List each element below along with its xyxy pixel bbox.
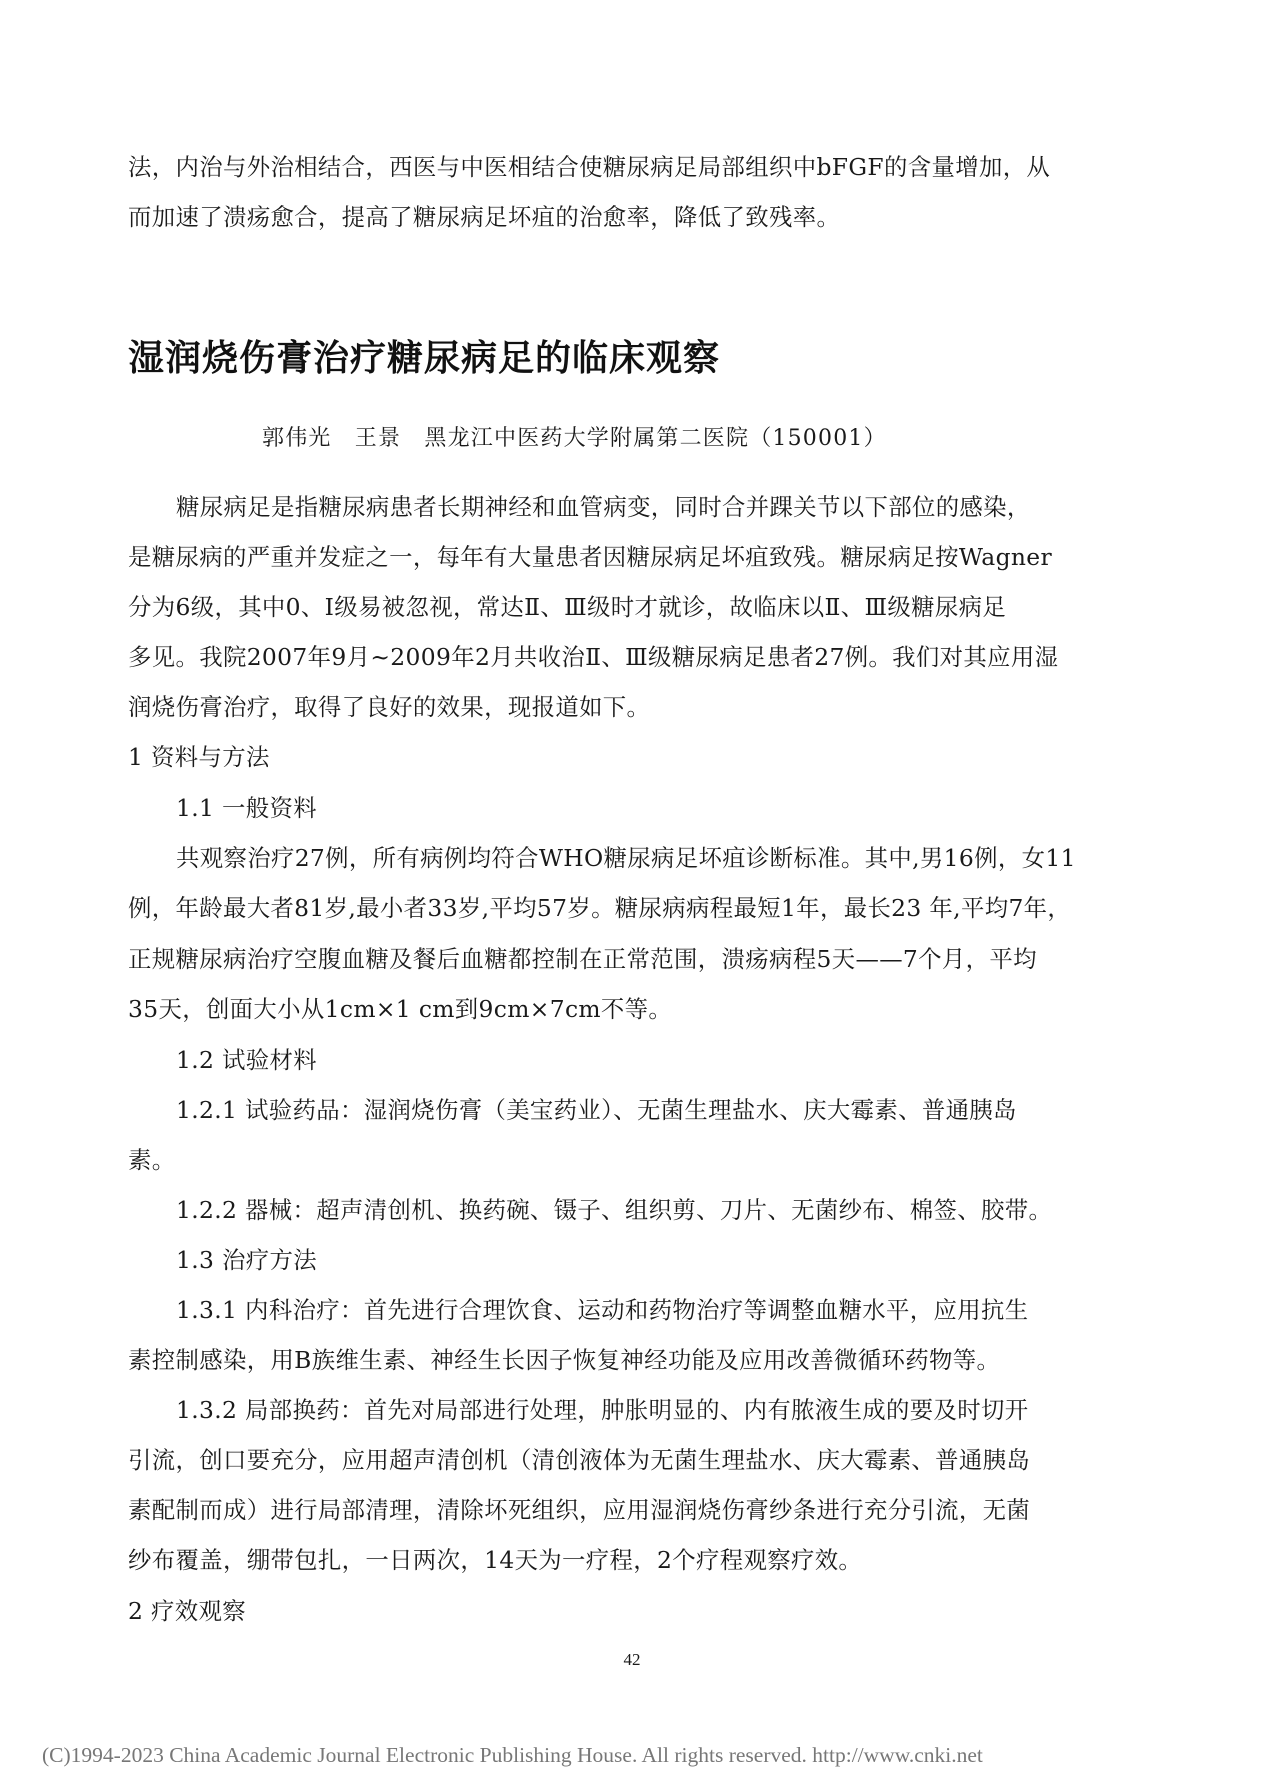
paragraph-line: 素控制感染，用B族维生素、神经生长因子恢复神经功能及应用改善微循环药物等。 bbox=[128, 1346, 1001, 1374]
page-number: 42 bbox=[623, 1650, 641, 1669]
paragraph-line: 1.2.2 器械：超声清创机、换药碗、镊子、组织剪、刀片、无菌纱布、棉签、胶带。 bbox=[176, 1196, 1053, 1224]
paragraph-line: 纱布覆盖，绷带包扎，一日两次，14天为一疗程，2个疗程观察疗效。 bbox=[128, 1546, 863, 1574]
paragraph-line: 1.3.1 内科治疗：首先进行合理饮食、运动和药物治疗等调整血糖水平，应用抗生 bbox=[176, 1296, 1029, 1324]
paragraph-line: 糖尿病足是指糖尿病患者长期神经和血管病变，同时合并踝关节以下部位的感染， bbox=[176, 493, 1031, 521]
intro-line-1: 法，内治与外治相结合，西医与中医相结合使糖尿病足局部组织中bFGF的含量增加，从 bbox=[128, 153, 1051, 181]
paragraph-line: 润烧伤膏治疗，取得了良好的效果，现报道如下。 bbox=[128, 693, 651, 721]
paragraph-line: 分为6级，其中0、Ⅰ级易被忽视，常达Ⅱ、Ⅲ级时才就诊，故临床以Ⅱ、Ⅲ级糖尿病足 bbox=[128, 593, 1007, 621]
paragraph-line: 引流，创口要充分，应用超声清创机（清创液体为无菌生理盐水、庆大霉素、普通胰岛 bbox=[128, 1446, 1031, 1474]
article-authors: 郭伟光 王景 黑龙江中医药大学附属第二医院（150001） bbox=[262, 426, 887, 451]
paragraph-line: 是糖尿病的严重并发症之一，每年有大量患者因糖尿病足坏疽致残。糖尿病足按Wagner bbox=[128, 543, 1053, 571]
paragraph-line: 正规糖尿病治疗空腹血糖及餐后血糖都控制在正常范围，溃疡病程5天——7个月，平均 bbox=[128, 945, 1037, 973]
subsection-heading: 1.2 试验材料 bbox=[176, 1046, 317, 1074]
paragraph-line: 1.3.2 局部换药：首先对局部进行处理，肿胀明显的、内有脓液生成的要及时切开 bbox=[176, 1396, 1029, 1424]
paragraph-line: 素配制而成）进行局部清理，清除坏死组织，应用湿润烧伤膏纱条进行充分引流，无菌 bbox=[128, 1496, 1031, 1524]
paragraph-line: 1.2.1 试验药品：湿润烧伤膏（美宝药业）、无菌生理盐水、庆大霉素、普通胰岛 bbox=[176, 1096, 1017, 1124]
copyright-footer: (C)1994-2023 China Academic Journal Electronic Publishing House. All rights reserved. http://www.cnki.net bbox=[42, 1743, 983, 1767]
intro-line-2: 而加速了溃疡愈合，提高了糖尿病足坏疽的治愈率，降低了致残率。 bbox=[128, 203, 841, 231]
article-title: 湿润烧伤膏治疗糖尿病足的临床观察 bbox=[128, 338, 721, 379]
subsection-heading: 1.3 治疗方法 bbox=[176, 1246, 317, 1274]
paragraph-line: 素。 bbox=[128, 1146, 176, 1174]
paragraph-line: 例，年龄最大者81岁,最小者33岁,平均57岁。糖尿病病程最短1年，最长23 年,平均7年， bbox=[128, 894, 1072, 922]
paragraph-line: 多见。我院2007年9月~2009年2月共收治Ⅱ、Ⅲ级糖尿病足患者27例。我们对其应用湿 bbox=[128, 643, 1059, 671]
section-heading: 1 资料与方法 bbox=[128, 743, 270, 771]
section-heading: 2 疗效观察 bbox=[128, 1597, 246, 1625]
subsection-heading: 1.1 一般资料 bbox=[176, 794, 317, 822]
paragraph-line: 共观察治疗27例，所有病例均符合WHO糖尿病足坏疽诊断标准。其中,男16例，女11 bbox=[176, 844, 1076, 872]
paragraph-line: 35天，创面大小从1cm×1 cm到9cm×7cm不等。 bbox=[128, 995, 673, 1023]
